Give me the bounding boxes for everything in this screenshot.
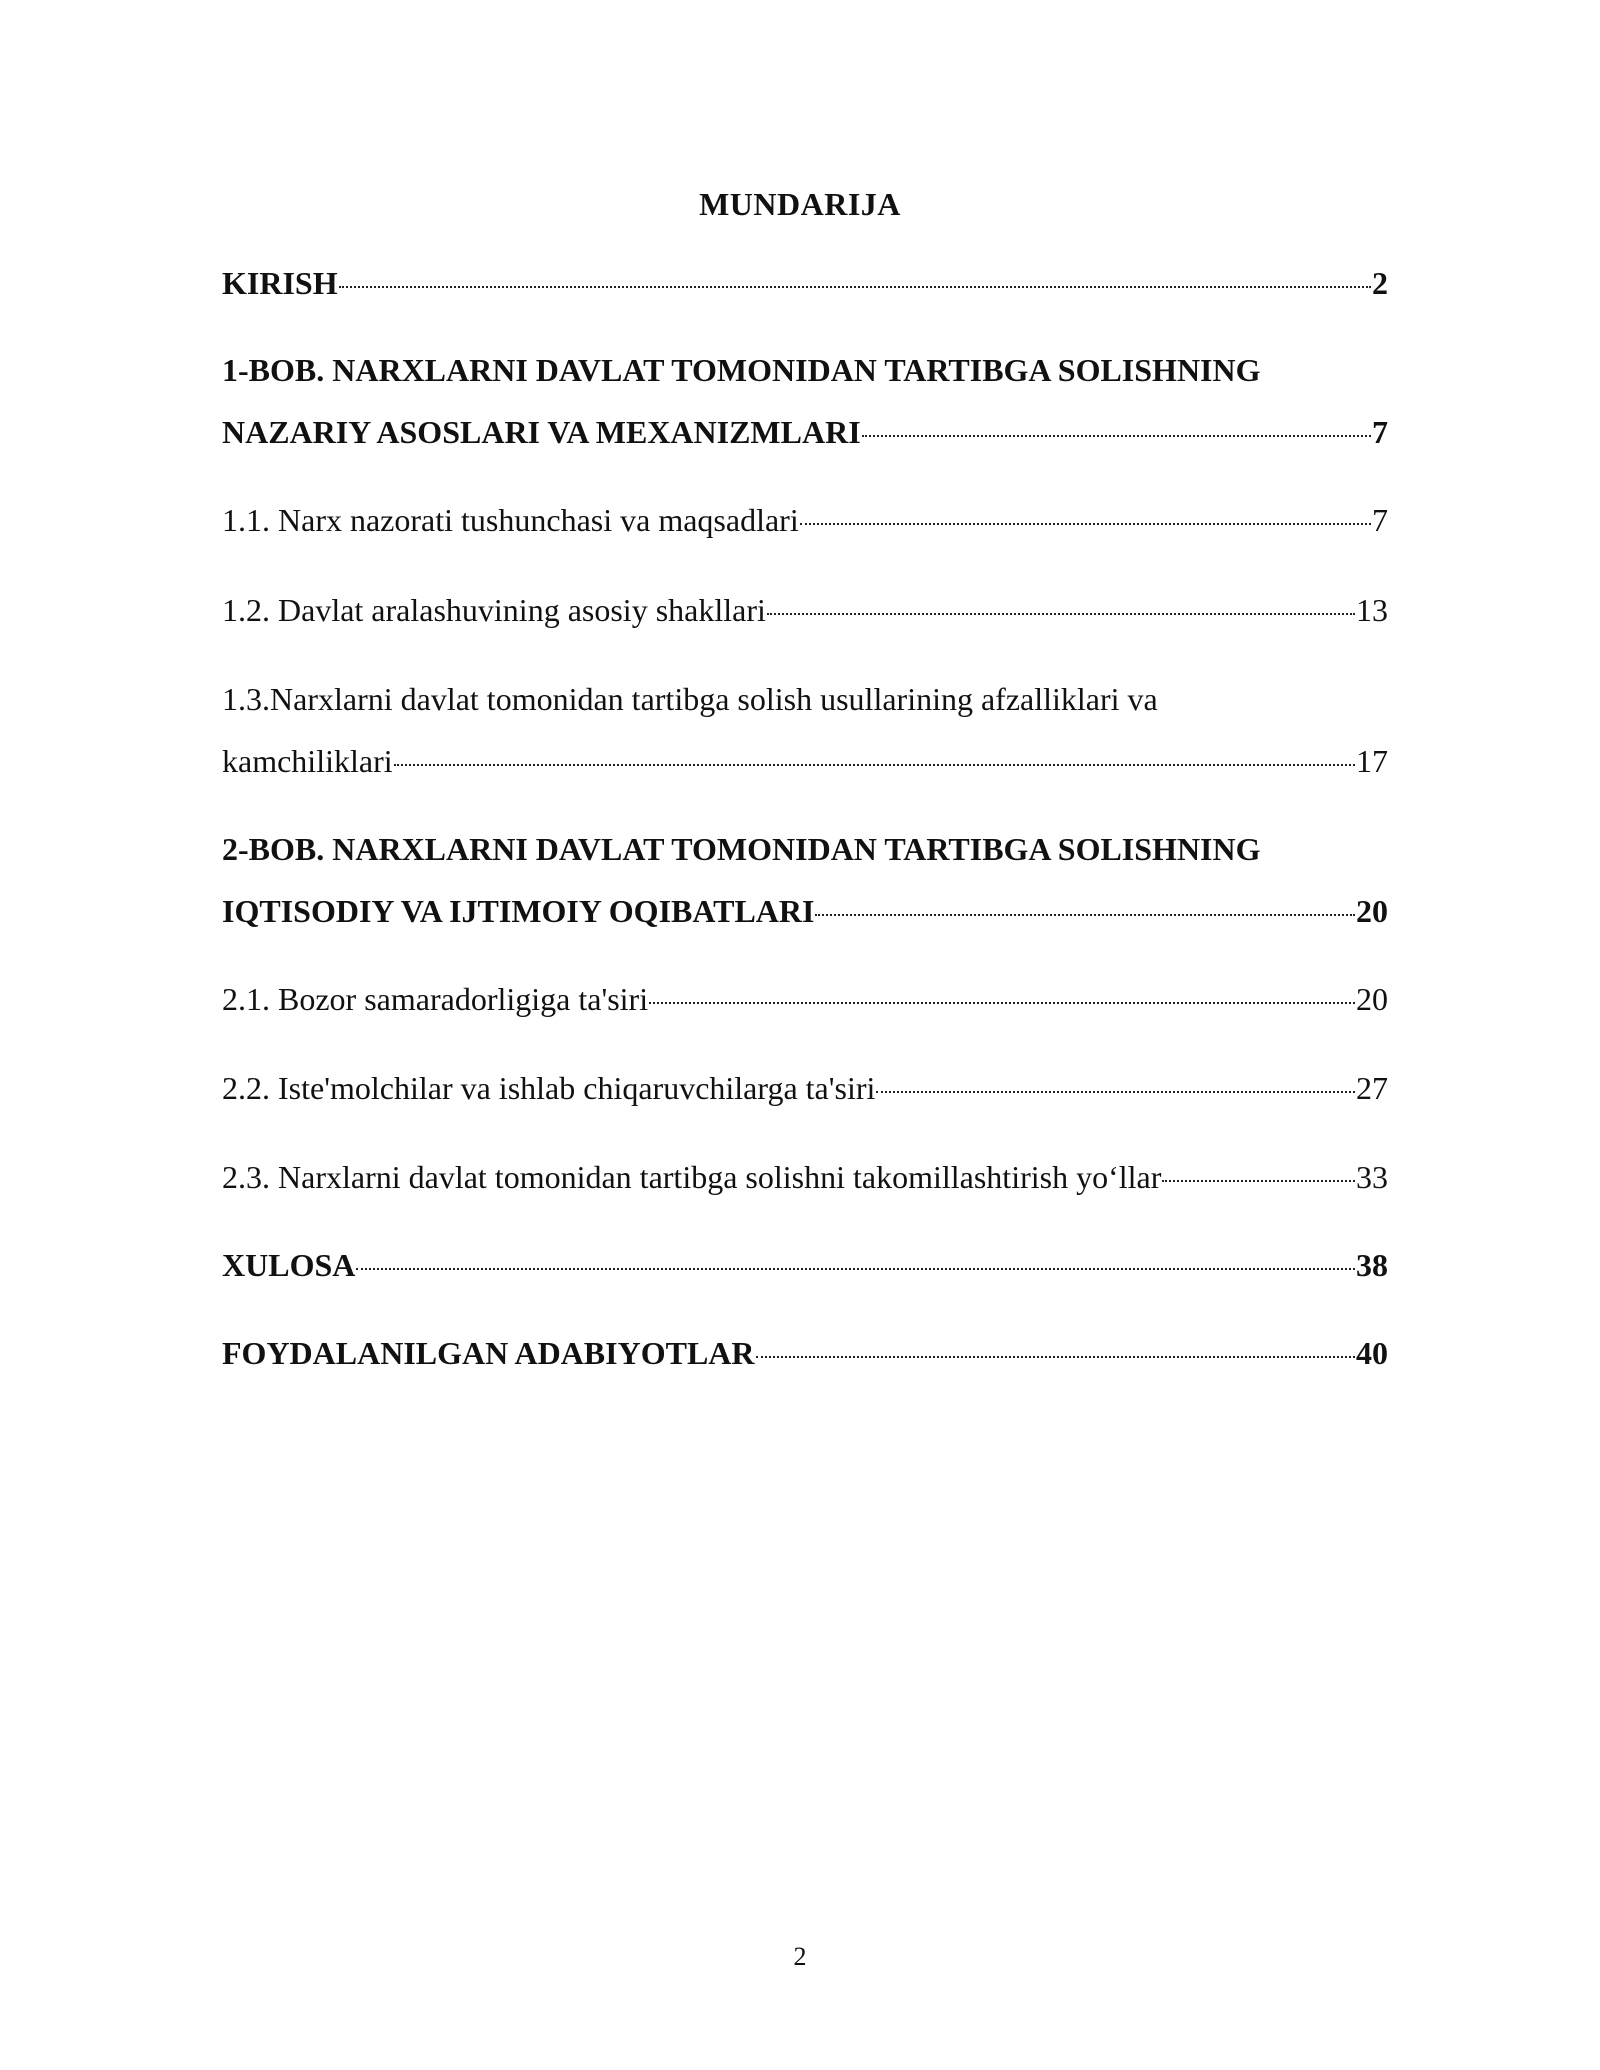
toc-entry-title: 2.2. Iste'molchilar va ishlab chiqaruvchilarga ta'siri (222, 1070, 876, 1106)
dot-leader (649, 1002, 1355, 1004)
toc-page-number: 20 (1356, 981, 1388, 1017)
toc-entry-title: 1.1. Narx nazorati tushunchasi va maqsadlari (222, 502, 799, 538)
dot-leader (815, 914, 1355, 916)
toc-entry-title-line: 1.3.Narxlarni davlat tomonidan tartibga solish usullarining afzalliklari va (222, 681, 1158, 717)
toc-entry-section-1-2[interactable] (222, 579, 1410, 641)
dot-leader (339, 286, 1371, 288)
toc-entry-adabiyotlar[interactable] (222, 1322, 1410, 1384)
toc-page-number: 20 (1356, 893, 1388, 929)
dot-leader (876, 1091, 1355, 1093)
toc-entry-title: kamchiliklari (222, 743, 393, 779)
toc-page-number: 40 (1356, 1335, 1388, 1371)
toc-entry-title: 2.3. Narxlarni davlat tomonidan tartibga solishni takomillashtirish yo‘llar (222, 1159, 1162, 1195)
toc-entry-kirish[interactable] (222, 252, 1410, 314)
dot-leader (862, 435, 1371, 437)
toc-entry-title: 2.1. Bozor samaradorligiga ta'siri (222, 981, 649, 1017)
dot-leader (1162, 1180, 1355, 1182)
dot-leader (800, 523, 1371, 525)
toc-page-number: 17 (1356, 743, 1388, 779)
toc-entry-section-1-3[interactable] (222, 668, 1410, 792)
toc-page-number: 7 (1372, 414, 1388, 450)
page-title: MUNDARIJA (699, 186, 901, 222)
toc-page-number: 27 (1356, 1070, 1388, 1106)
dot-leader (756, 1356, 1356, 1358)
toc-entry-section-1-1[interactable] (222, 489, 1410, 551)
toc-entry-section-2-2[interactable] (222, 1057, 1410, 1119)
toc-entry-title: IQTISODIY VA IJTIMOIY OQIBATLARI (222, 893, 815, 929)
toc-page-number: 2 (1372, 265, 1388, 301)
toc-entry-chapter-1[interactable] (222, 339, 1410, 463)
toc-entry-xulosa[interactable] (222, 1234, 1410, 1296)
dot-leader (394, 764, 1355, 766)
toc-entry-title-line: 1-BOB. NARXLARNI DAVLAT TOMONIDAN TARTIBGA SOLISHNING (222, 352, 1261, 388)
toc-entry-title: KIRISH (222, 265, 338, 301)
toc-page-number: 33 (1356, 1159, 1388, 1195)
toc-entry-title: FOYDALANILGAN ADABIYOTLAR (222, 1335, 755, 1371)
dot-leader (356, 1268, 1355, 1270)
page-number-footer: 2 (793, 1942, 807, 1971)
toc-entry-chapter-2[interactable] (222, 818, 1410, 942)
toc-entry-section-2-1[interactable] (222, 968, 1410, 1030)
dot-leader (767, 613, 1355, 615)
toc-page-number: 38 (1356, 1247, 1388, 1283)
toc-entry-title: 1.2. Davlat aralashuvining asosiy shakllari (222, 592, 766, 628)
toc-entry-title-line: 2-BOB. NARXLARNI DAVLAT TOMONIDAN TARTIBGA SOLISHNING (222, 831, 1261, 867)
toc-entry-title: XULOSA (222, 1247, 356, 1283)
toc-entry-title: NAZARIY ASOSLARI VA MEXANIZMLARI (222, 414, 861, 450)
toc-page-number: 13 (1356, 592, 1388, 628)
toc-entry-section-2-3[interactable] (222, 1146, 1410, 1208)
toc-page-number: 7 (1372, 502, 1388, 538)
